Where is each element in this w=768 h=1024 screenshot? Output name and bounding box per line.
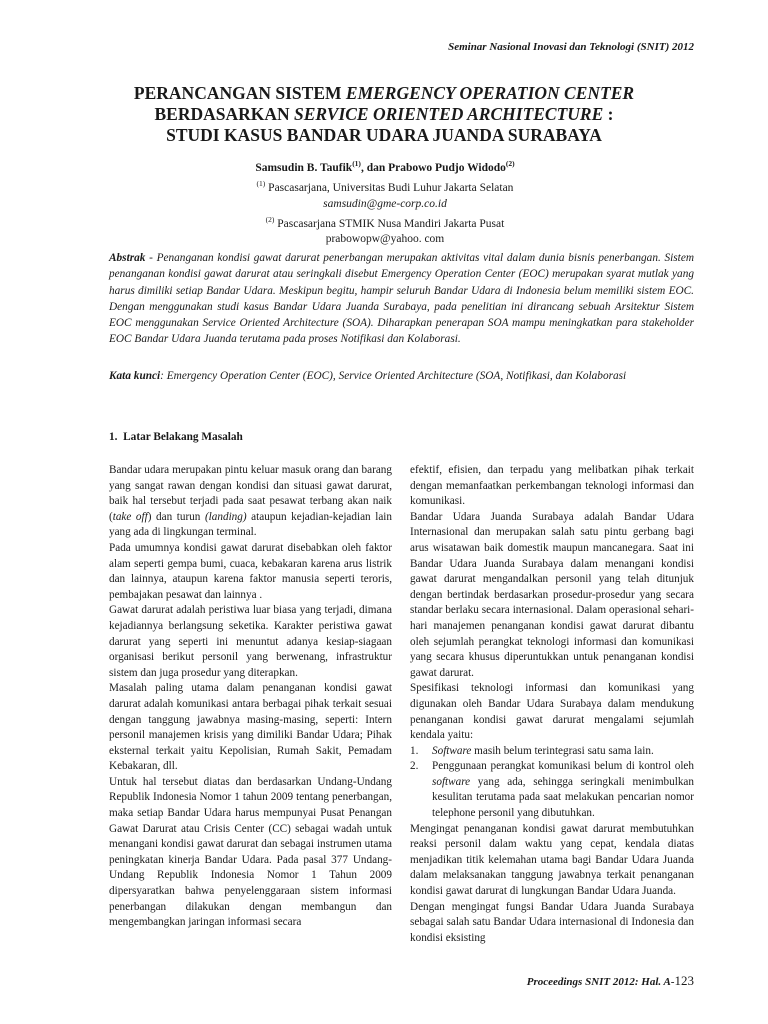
author-2-mark: (2) [505, 159, 515, 168]
author-2: , dan Prabowo Pudjo Widodo [360, 161, 506, 174]
paragraph: Gawat darurat adalah peristiwa luar biasa yang terjadi, dimana kejadiannya berlangsung seketika. Karakter peristiwa gawat darurat yang seperti ini menuntut adanya kesiap-siagaan organisasi berikut personil yang berwenang, infrastruktur sistem dan juga prosedur yang diterapkan. [109, 604, 392, 679]
email-1[interactable]: samsudin@gme-corp.co.id [323, 197, 447, 210]
section-number: 1. [109, 431, 118, 443]
title-line-2-italic: SERVICE ORIENTED ARCHITECTURE [294, 104, 604, 124]
text-run: ) dan turun [147, 510, 205, 523]
text-run: ataupun kejadian-kejadian lain yang ada di lingkungan terminal. [109, 510, 392, 539]
paragraph: Mengingat penanganan kondisi gawat darurat membutuhkan reaksi personil dalam waktu yang cepat, kendala diatas menjadikan titik kelemahan utama bagi Bandar Udara Juanda dalam melaksanakan tanggung jawabnya terkait penanganan kondisi gawat darurat di lungkungan Bandar Udara Juanda. [410, 822, 694, 898]
keywords [109, 368, 694, 384]
author-1: Samsudin B. Taufik [255, 161, 353, 174]
author-names [150, 156, 620, 176]
abstract [109, 250, 694, 348]
text-run: Bandar udara merupakan pintu keluar masuk orang dan barang yang sangat rawan dengan kondisi dan situasi gawat darurat, baik hal tersebut terjadi pada saat pesawat terbang akan naik ( [109, 464, 392, 523]
keywords-text: : Emergency Operation Center (EOC), Service Oriented Architecture (SOA, Notifikasi, dan Kolaborasi [160, 370, 627, 382]
title-line-3: STUDI KASUS BANDAR UDARA JUANDA SURABAYA [166, 125, 602, 145]
affiliation-2-text: Pascasarjana STMIK Nusa Mandiri Jakarta Pusat [274, 217, 505, 230]
author-block [150, 156, 620, 248]
affiliation-2-mark: (2) [265, 215, 275, 225]
title-line-2 [100, 104, 668, 125]
title-line-1-plain: PERANCANGAN SISTEM [133, 83, 346, 103]
affiliation-2 [150, 212, 620, 232]
title-line-1-italic: EMERGENCY OPERATION CENTER [345, 83, 635, 103]
affiliation-1-text: Pascasarjana, Universitas Budi Luhur Jakarta Selatan [265, 182, 514, 195]
paragraph: Untuk hal tersebut diatas dan berdasarkan Undang-Undang Republik Indonesia Nomor 1 tahun 2009 tentang penerbangan, maka setiap Bandar Udara harus mempunyai Pusat Penangan Gawat Darurat atau Crisis Center (CC) sebagai wadah untuk menangani kondisi gawat darurat dan sebagai instrumen utama peningkatan kinerja Bandar Udara. Pada pasal 377 Undang-Undang Republik Indonesia Nomor 1 Tahun 2009 dipersyaratkan bahwa penyelenggaraan sistem informasi penerbangan dilakukan dengan membangun dan mengembangkan jaringan informasi secara [109, 775, 392, 929]
left-column [109, 463, 392, 931]
abstract-label: Abstrak [109, 252, 146, 264]
email-2[interactable]: prabowopw@yahoo. com [325, 233, 445, 246]
affiliation-1-mark: (1) [256, 179, 266, 189]
page-number: 123 [674, 973, 694, 988]
text-run-italic: software [432, 775, 471, 788]
text-run: masih belum terintegrasi satu sama lain. [471, 744, 654, 757]
paragraph: Bandar Udara Juanda Surabaya adalah Bandar Udara Internasional dan merupakan salah satu pintu gerbang bagi arus wisatawan baik domestik maupun mancanegara. Saat ini Bandar Udara Juanda Surabaya dalam menangani kondisi gawat darurat mengandalkan personil yang telah ditunjuk dengan bertindak berdasarkan prosedur-prosedur yang secara standar berlaku secara internasional. Dalam operasional sehari-hari manajemen penanganan kondisi gawat darurat dibantu oleh sejumlah perangkat teknologi informasi dan komunikasi yang secara khusus diperuntukkan untuk penanganan kondisi gawat darurat. [410, 510, 694, 679]
list-item [410, 744, 694, 760]
abstract-text: - Penanganan kondisi gawat darurat penerbangan merupakan aktivitas vital dalam dunia bisnis penerbangan. Sistem penanganan kondisi gawat darurat atau seringkali disebut Emergency Operation Center (EOC) merupakan syarat mutlak yang harus dimiliki setiap Bandar Udara. Meskipun begitu, hampir seluruh Bandar Udara di Indonesia belum memiliki sistem EOC. Dengan menggunakan studi kasus Bandar Udara Juanda Surabaya, pada penelitian ini dirancang sebuah Arsitektur Sistem EOC menggunakan Service Oriented Architecture (SOA). Diharapkan penerapan SOA mampu meningkatkan para stakeholder EOC Bandar Udara Juanda terutama pada proses Notifikasi dan Kolaborasi. [109, 252, 694, 346]
paragraph: Pada umumnya kondisi gawat darurat disebabkan oleh faktor alam seperti gempa bumi, cuaca, kebakaran karena arus listrik dan lainnya, ataupun karena faktor manusia seperti teroris, pembajakan pesawat dan lainnya . [109, 541, 392, 601]
list-number: 1. [410, 744, 419, 757]
affiliation-1 [150, 176, 620, 196]
text-run: yang ada, sehingga seringkali menimbulkan kesulitan terutama pada saat melakukan pencarian nomor telephone personil yang dibutuhkan. [432, 775, 694, 820]
text-run-italic: Software [432, 744, 472, 757]
text-run-italic: take off [112, 510, 148, 523]
keywords-label: Kata kunci [109, 370, 161, 382]
paragraph: efektif, efisien, dan terpadu yang melibatkan pihak terkait dengan memanfaatkan perkembangan teknologi informasi dan komunikasi. [410, 464, 694, 508]
paragraph: Spesifikasi teknologi informasi dan komunikasi yang digunakan oleh Bandar Udara Surabaya dalam mendukung penanganan kondisi gawat darurat mengalami sejumlah kendala yaitu: [410, 682, 694, 742]
list-item [410, 759, 694, 821]
title-line-1 [100, 83, 668, 104]
paragraph: Dengan mengingat fungsi Bandar Udara Juanda Surabaya sebagai salah satu Bandar Udara internasional di Indonesia dan kondisi eksisting [410, 900, 694, 944]
section-title: Latar Belakang Masalah [123, 431, 243, 443]
paragraph: Masalah paling utama dalam penanganan kondisi gawat darurat adalah komunikasi antara berbagai pihak terkait sesuai dengan tanggung jawabnya masing-masing, seperti: Intern personil manajemen krisis yang dimiliki Bandar Udara; Pihak eksternal terkait yaitu Kepolisian, Rumah Sakit, Pemadam Kebakaran, dll. [109, 682, 392, 773]
paragraph [109, 463, 392, 541]
section-heading [109, 431, 243, 443]
paper-title [100, 83, 668, 146]
text-run-italic: (landing) [204, 510, 247, 523]
kendala-list [410, 744, 694, 822]
list-number: 2. [410, 760, 419, 773]
author-1-mark: (1) [352, 159, 361, 168]
page-footer [527, 973, 694, 989]
title-line-2-tail: : [603, 104, 614, 124]
footer-label: Proceedings SNIT 2012: Hal. A- [526, 976, 675, 988]
title-line-2-plain: BERDASARKAN [154, 104, 295, 124]
text-run: Penggunaan perangkat komunikasi belum di kontrol oleh [432, 760, 694, 773]
running-header: Seminar Nasional Inovasi dan Teknologi (SNIT) 2012 [448, 41, 694, 53]
right-column [410, 463, 694, 946]
